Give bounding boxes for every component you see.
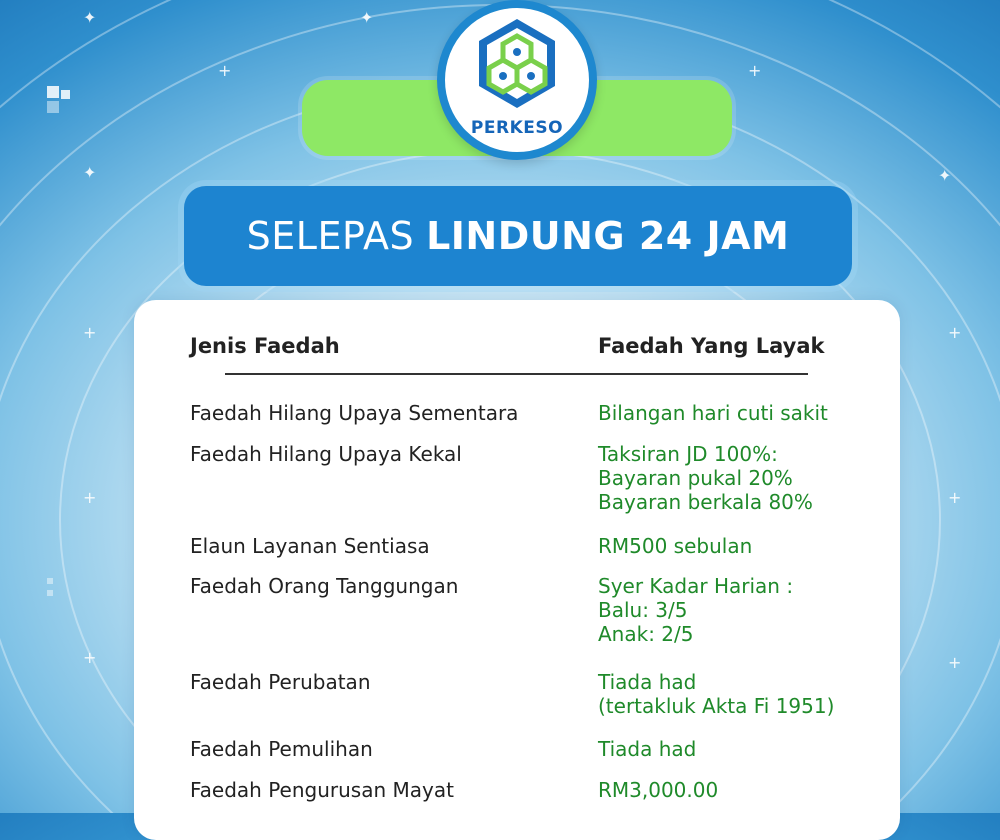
row-value-line: RM3,000.00 xyxy=(598,778,719,802)
row-value xyxy=(598,737,696,761)
sparkle-icon: + xyxy=(948,323,962,342)
sparkle-icon: + xyxy=(748,61,762,80)
row-label: Faedah Hilang Upaya Sementara xyxy=(190,401,519,425)
sparkle-icon: + xyxy=(83,323,97,342)
row-label: Faedah Pengurusan Mayat xyxy=(190,778,454,802)
header-divider xyxy=(225,373,808,375)
row-value xyxy=(598,778,718,802)
row-value xyxy=(598,401,828,425)
row-value-line: Bayaran berkala 80% xyxy=(598,490,813,514)
pixel-decoration xyxy=(47,590,53,596)
title-bold: LINDUNG 24 JAM xyxy=(426,214,790,258)
sparkle-icon: + xyxy=(83,648,97,667)
row-value-line: Tiada had xyxy=(598,670,697,694)
row-label: Faedah Pemulihan xyxy=(190,737,373,761)
pixel-decoration xyxy=(47,86,59,98)
page-title xyxy=(184,186,852,286)
logo-text: PERKESO xyxy=(470,118,564,138)
row-value xyxy=(598,574,793,646)
row-value-line: (tertakluk Akta Fi 1951) xyxy=(598,694,835,718)
pixel-decoration xyxy=(47,578,53,584)
row-label: Faedah Orang Tanggungan xyxy=(190,574,459,598)
perkeso-logo xyxy=(437,0,597,160)
row-label: Elaun Layanan Sentiasa xyxy=(190,534,430,558)
sparkle-icon: + xyxy=(83,488,97,507)
row-value-line: Taksiran JD 100%: xyxy=(598,442,778,466)
pixel-decoration xyxy=(61,90,70,99)
sparkle-icon: + xyxy=(948,653,962,672)
column-header-eligible-benefit: Faedah Yang Layak xyxy=(598,334,825,358)
column-header-benefit-type: Jenis Faedah xyxy=(190,334,340,358)
row-value-line: Anak: 2/5 xyxy=(598,622,694,646)
row-label: Faedah Perubatan xyxy=(190,670,371,694)
sparkle-icon: ✦ xyxy=(83,163,97,182)
perkeso-logo-icon xyxy=(467,14,567,114)
row-value-line: Syer Kadar Harian : xyxy=(598,574,794,598)
row-value-line: Bilangan hari cuti sakit xyxy=(598,401,828,425)
row-value-line: RM500 sebulan xyxy=(598,534,753,558)
title-banner xyxy=(184,186,852,286)
row-value xyxy=(598,670,834,718)
sparkle-icon: + xyxy=(948,488,962,507)
row-value-line: Bayaran pukal 20% xyxy=(598,466,793,490)
sparkle-icon: ✦ xyxy=(938,166,952,185)
row-label: Faedah Hilang Upaya Kekal xyxy=(190,442,462,466)
row-value-line: Tiada had xyxy=(598,737,697,761)
row-value xyxy=(598,534,752,558)
row-value xyxy=(598,442,813,514)
sparkle-icon: ✦ xyxy=(360,8,374,27)
row-value-line: Balu: 3/5 xyxy=(598,598,688,622)
title-light: SELEPAS xyxy=(246,214,415,258)
sparkle-icon: + xyxy=(218,61,232,80)
sparkle-icon: ✦ xyxy=(83,8,97,27)
pixel-decoration xyxy=(47,101,59,113)
